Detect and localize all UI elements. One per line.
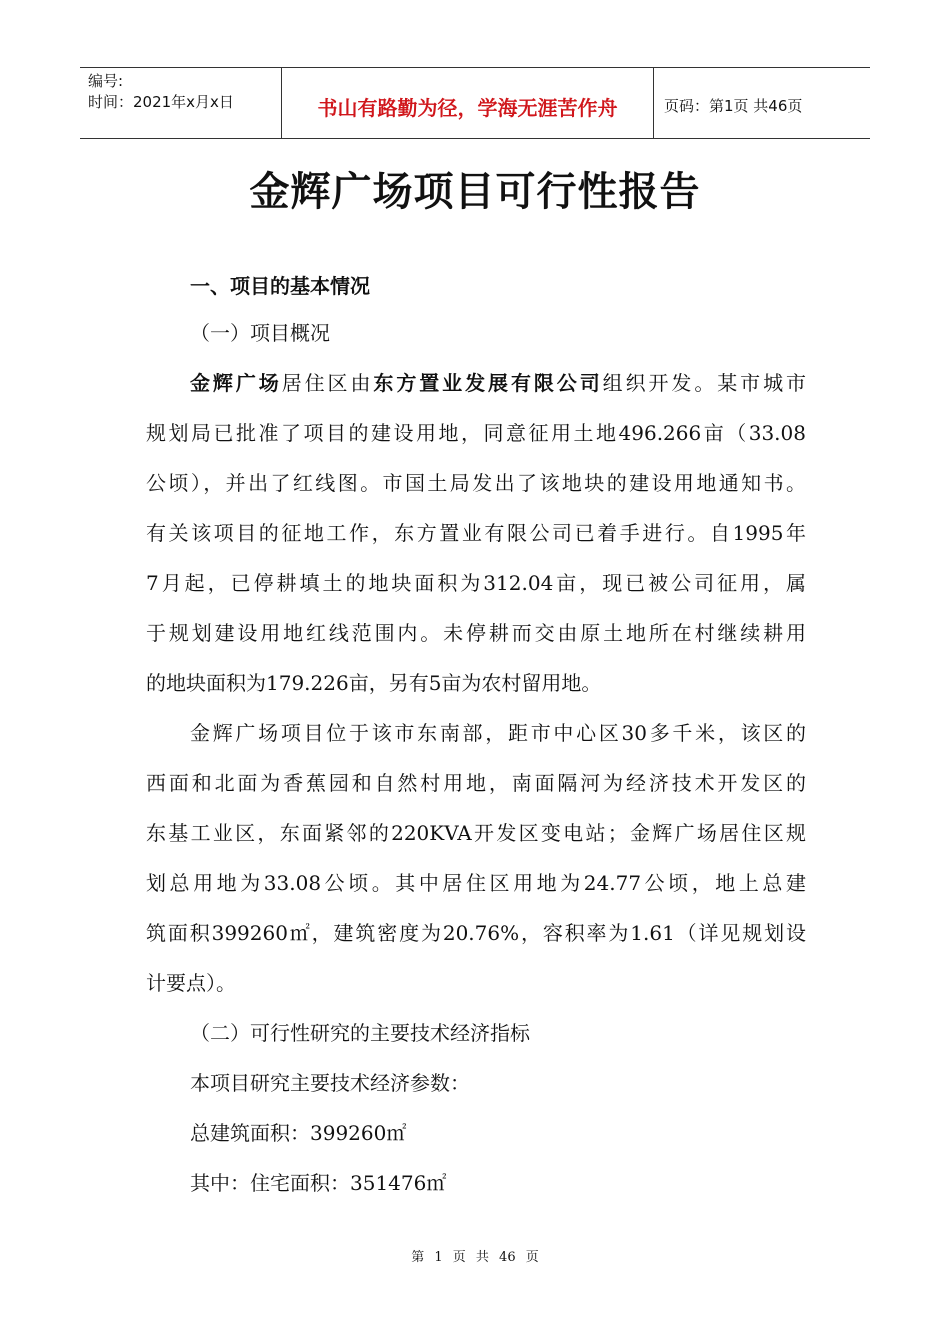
paragraph-line: 有关该项目的征地工作，东方置业有限公司已着手进行。自1995年 xyxy=(146,521,806,545)
paragraph-line: 金辉广场居住区由东方置业发展有限公司组织开发。某市城市 xyxy=(190,371,807,395)
paragraph-line: 计要点）。 xyxy=(146,971,236,995)
paragraph-line: 于规划建设用地红线范围内。未停耕而交由原土地所在村继续耕用 xyxy=(146,621,806,645)
paragraph-line: 东基工业区，东面紧邻的220KVA开发区变电站；金辉广场居住区规 xyxy=(146,821,806,845)
header-table xyxy=(80,67,870,139)
residential-area: 其中：住宅面积：351476㎡ xyxy=(190,1171,447,1195)
section-heading: 一、项目的基本情况 xyxy=(190,274,370,298)
paragraph-line: 金辉广场项目位于该市东南部，距市中心区30多千米，该区的 xyxy=(190,721,806,745)
params-intro: 本项目研究主要技术经济参数： xyxy=(190,1071,470,1095)
paragraph-line: 划总用地为33.08公顷。其中居住区用地为24.77公顷，地上总建 xyxy=(146,871,806,895)
paragraph-line: 7月起，已停耕填土的地块面积为312.04亩，现已被公司征用，属 xyxy=(146,571,806,595)
paragraph-line: 西面和北面为香蕉园和自然村用地，南面隔河为经济技术开发区的 xyxy=(146,771,806,795)
paragraph-line: 筑面积399260㎡，建筑密度为20.76%，容积率为1.61（详见规划设 xyxy=(146,921,806,945)
motto-cell xyxy=(282,68,654,138)
paragraph-line: 的地块面积为179.226亩，另有5亩为农村留用地。 xyxy=(146,671,602,695)
company-name: 东方置业发展有限公司 xyxy=(373,371,603,395)
header-meta-cell xyxy=(80,68,282,138)
motto-text: 书山有路勤为径，学海无涯苦作舟 xyxy=(317,95,618,120)
paragraph-line: 规划局已批准了项目的建设用地，同意征用土地496.266亩（33.08 xyxy=(146,421,806,445)
page-info-text: 页码：第1页 共46页 xyxy=(664,96,803,115)
subsection-heading: （二）可行性研究的主要技术经济指标 xyxy=(190,1021,530,1045)
project-name: 金辉广场 xyxy=(190,371,282,395)
date-text: 时间：2021年x月x日 xyxy=(88,93,234,111)
subsection-heading: （一）项目概况 xyxy=(190,321,330,345)
serial-label: 编号: xyxy=(88,72,124,90)
paragraph-line: 公顷），并出了红线图。市国土局发出了该地块的建设用地通知书。 xyxy=(146,471,806,495)
page-footer: 第 1 页 共 46 页 xyxy=(411,1250,539,1265)
total-area: 总建筑面积：399260㎡ xyxy=(190,1121,407,1145)
page-info-cell xyxy=(654,68,870,138)
document-title: 金辉广场项目可行性报告 xyxy=(249,169,701,215)
